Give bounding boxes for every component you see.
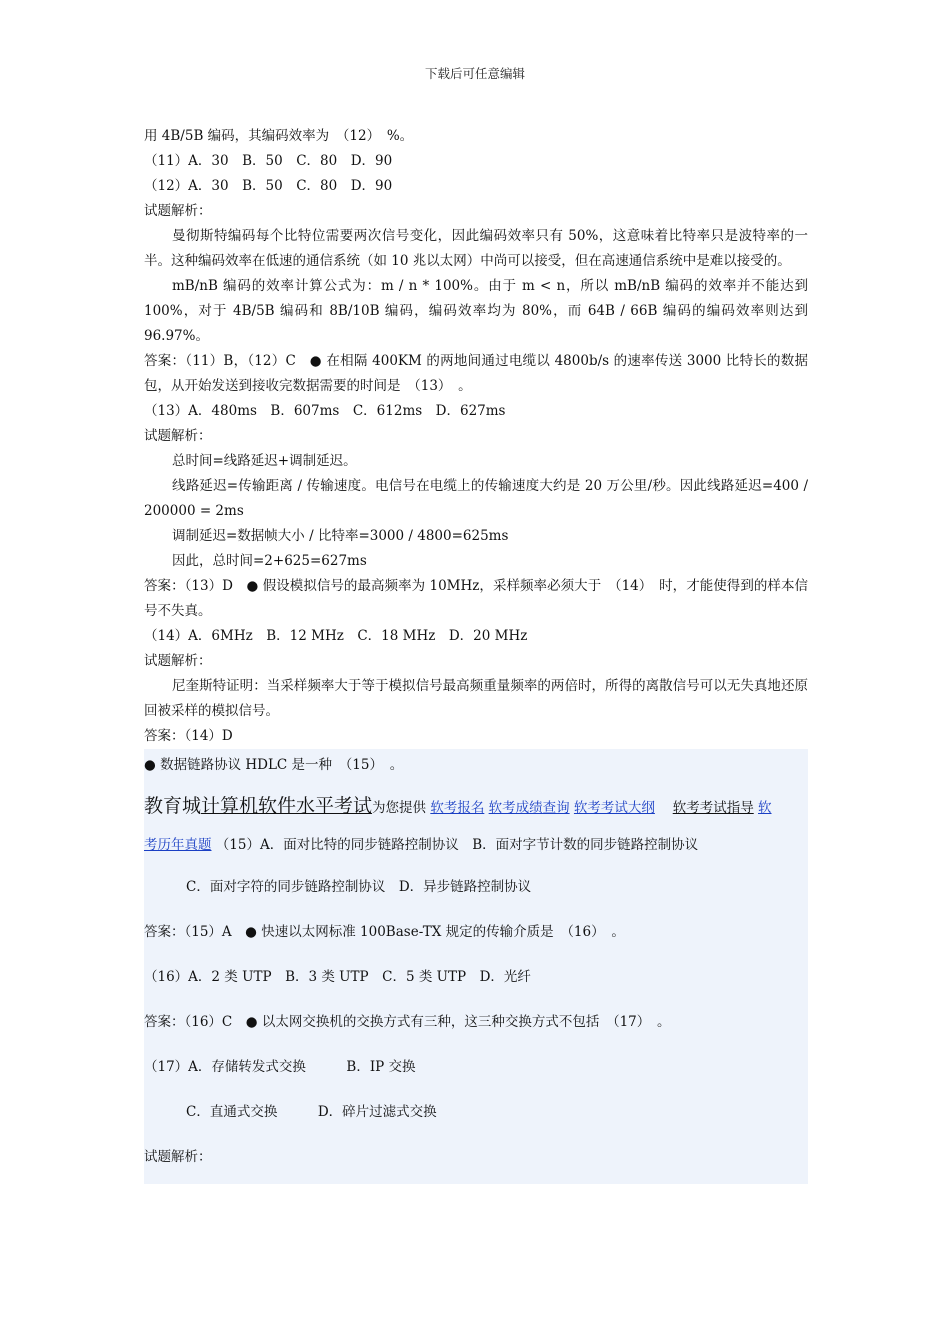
past-papers-line	[144, 825, 808, 865]
analysis-paragraph: 总时间=线路延迟+调制延迟。	[172, 453, 357, 469]
link-guide[interactable]: 软考考试指导	[672, 800, 754, 816]
options-17b: C．直通式交换 D．碎片过滤式交换	[186, 1104, 437, 1120]
analysis-paragraph: 调制延迟=数据帧大小 / 比特率=3000 / 4800=625ms	[172, 528, 509, 544]
analysis-label: 试题解析：	[144, 428, 212, 444]
options-12: （12）A．30 B．50 C．80 D．90	[144, 178, 393, 194]
analysis-paragraph: 线路延迟=传输距离 / 传输速度。电信号在电缆上的传输速度大约是 20 万公里/秒。因此线路延迟=400 / 200000 = 2ms	[144, 478, 808, 519]
options-16: （16）A．2 类 UTP B．3 类 UTP C．5 类 UTP D．光纤	[144, 969, 531, 985]
link-score-query[interactable]: 软考成绩查询	[488, 800, 570, 816]
link-syllabus[interactable]: 软考考试大纲	[573, 800, 655, 816]
analysis-label: 试题解析：	[144, 203, 212, 219]
document-body	[144, 124, 808, 1184]
provide-text: 为您提供	[372, 800, 427, 816]
question-15-text: ● 数据链路协议 HDLC 是一种 （15） 。	[144, 757, 404, 773]
options-17a: （17）A．存储转发式交换 B．IP 交换	[144, 1059, 416, 1075]
promo-line	[144, 789, 808, 825]
options-15b: C．面对字符的同步链路控制协议 D．异步链路控制协议	[186, 879, 532, 895]
answer-15: 答案：（15）A ● 快速以太网标准 100Base-TX 规定的传输介质是 （16） 。	[144, 924, 625, 940]
answer-16: 答案：（16）C ● 以太网交换机的交换方式有三种，这三种交换方式不包括 （17） 。	[144, 1014, 671, 1030]
analysis-label: 试题解析：	[144, 1149, 212, 1165]
analysis-label: 试题解析：	[144, 653, 212, 669]
page-header: 下载后可任意编辑	[424, 66, 525, 81]
options-15a: （15）A．面对比特的同步链路控制协议 B．面对字节计数的同步链路控制协议	[215, 837, 699, 853]
analysis-paragraph: 曼彻斯特编码每个比特位需要两次信号变化，因此编码效率只有 50%，这意味着比特率只是波特率的一半。这种编码效率在低速的通信系统（如 10 兆以太网）中尚可以接受，但在高速通信系统中是难以接受的。	[144, 228, 808, 269]
link-past-papers[interactable]: 软	[758, 800, 772, 816]
analysis-paragraph: 尼奎斯特证明：当采样频率大于等于模拟信号最高频重量频率的两倍时，所得的离散信号可以无失真地还原回被采样的模拟信号。	[144, 678, 808, 719]
options-13: （13）A．480ms B．607ms C．612ms D．627ms	[144, 403, 506, 419]
options-14: （14）A．6MHz B．12 MHz C．18 MHz D．20 MHz	[144, 628, 528, 644]
options-11: （11）A．30 B．50 C．80 D．90	[144, 153, 393, 169]
brand-name: 教育城	[144, 795, 202, 817]
answer-14: 答案：（14）D	[144, 728, 233, 744]
exam-name-link[interactable]: 计算机软件水平考试	[201, 795, 373, 817]
answer-and-question-13: 答案：（11）B，（12）C ● 在相隔 400KM 的两地间通过电缆以 4800b/s 的速率传送 3000 比特长的数据包，从开始发送到接收完数据需要的时间是 （13） 。	[144, 353, 808, 394]
answer-and-question-14: 答案：（13）D ● 假设模拟信号的最高频率为 10MHz，采样频率必须大于 （14） 时，才能使得到的样本信号不失真。	[144, 578, 808, 619]
link-past-papers-cont[interactable]: 考历年真题	[144, 837, 212, 853]
highlighted-section	[144, 749, 808, 1184]
link-registration[interactable]: 软考报名	[430, 800, 485, 816]
analysis-paragraph: mB/nB 编码的效率计算公式为：m / n * 100%。由于 m < n，所以 mB/nB 编码的效率并不能达到 100%，对于 4B/5B 编码和 8B/10B 编码，编码效率均为 80%，而 64B / 66B 编码的编码效率则达到 96.97%。	[144, 278, 808, 344]
analysis-paragraph: 因此，总时间=2+625=627ms	[172, 553, 367, 569]
question-12-text: 用 4B/5B 编码，其编码效率为 （12） %。	[144, 128, 414, 144]
